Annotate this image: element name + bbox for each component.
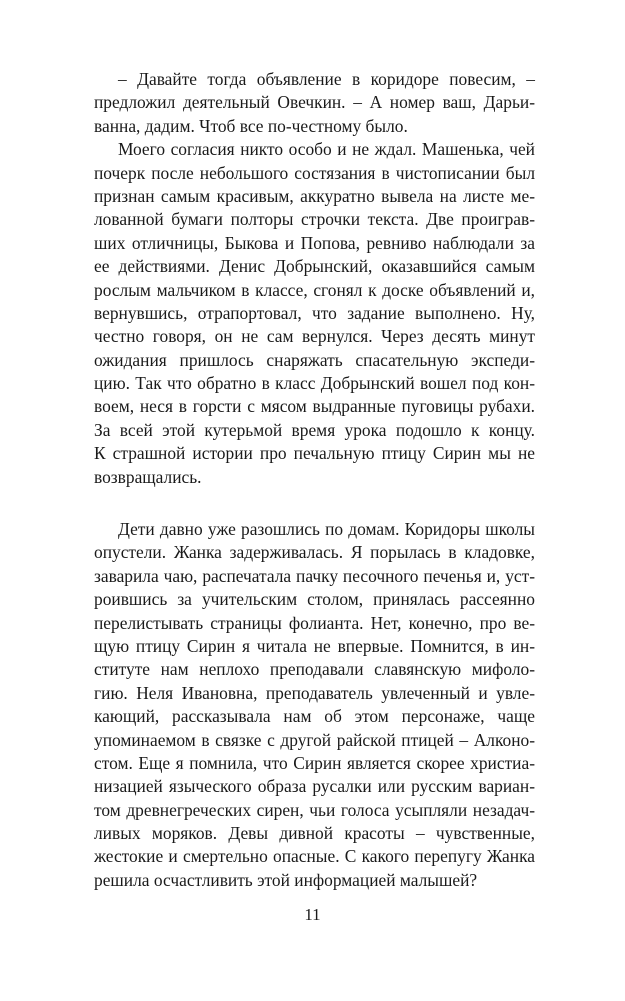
text-line: перелистывать страницы фолианта. Нет, конечно, про ве- — [94, 612, 535, 633]
page-number: 11 — [304, 905, 321, 924]
text-line: гию. Неля Ивановна, преподаватель увлеченный и увле- — [94, 682, 535, 703]
text-line: ванна, дадим. Чтоб все по-честному было. — [94, 115, 408, 136]
text-line: опустели. Жанка задерживалась. Я порылась в кладовке, — [94, 542, 535, 563]
text-line: лованной бумаги полторы строчки текста. Две проиграв- — [94, 209, 535, 230]
text-line: низацией языческого образа русалки или русским вариан- — [94, 776, 535, 797]
text-line: ее действиями. Денис Добрынский, оказавшийся самым — [94, 256, 535, 277]
text-line: роившись за учительским столом, принялась рассеянно — [94, 589, 535, 610]
text-line: вернувшись, отрапортовал, что задание выполнено. Ну, — [94, 302, 535, 323]
text-line: щую птицу Сирин я читала не впервые. Помнится, в ин- — [94, 635, 535, 656]
text-line: воем, неся в горсти с мясом выдранные пуговицы рубахи. — [94, 396, 535, 417]
text-line: ституте нам неплохо преподавали славянскую мифоло- — [94, 659, 535, 680]
text-line: возвращались. — [94, 466, 202, 487]
text-line: – Давайте тогда объявление в коридоре повесим, – — [118, 69, 535, 89]
text-line: Дети давно уже разошлись по домам. Коридоры школы — [118, 519, 535, 539]
text-line: За всей этой кутерьмой время урока подошло к концу. — [94, 419, 535, 440]
text-line: стом. Еще я помнила, что Сирин является скорее христиа- — [94, 752, 535, 773]
text-line: заварила чаю, распечатала пачку песочного печенья и, уст- — [94, 565, 535, 586]
text-line: К страшной истории про печальную птицу Сирин мы не — [94, 443, 535, 464]
text-line: ожидания пришлось снаряжать спасательную экспеди- — [94, 349, 535, 370]
text-line: ливых моряков. Девы дивной красоты – чувственные, — [94, 823, 535, 844]
text-line: предложил деятельный Овечкин. – А номер ваш, Дарьи- — [94, 92, 535, 113]
text-line: рослым мальчиком в классе, сгонял к доске объявлений и, — [94, 279, 535, 300]
text-line: Моего согласия никто особо и не ждал. Машенька, чей — [118, 139, 535, 160]
text-line: жестокие и смертельно опасные. С какого перепугу Жанка — [94, 846, 535, 867]
paragraph-group-reflection — [94, 518, 535, 892]
text-line: честно говоря, он не сам вернулся. Через десять минут — [94, 326, 535, 347]
text-line: решила осчастливить этой информацией малышей? — [94, 869, 478, 890]
text-line: упоминаемом в связке с другой райской птицей – Алконо- — [94, 729, 535, 750]
paragraph-group-dialogue — [94, 68, 535, 489]
text-line: ших отличницы, Быкова и Попова, ревниво наблюдали за — [94, 232, 535, 253]
text-line: кающий, рассказывала нам об этом персонаже, чаще — [94, 706, 535, 727]
text-line: цию. Так что обратно в класс Добрынский вошел под кон- — [94, 373, 535, 394]
text-line: том древнегреческих сирен, чьи голоса усыпляли незадач- — [94, 799, 535, 820]
text-line: признан самым красивым, аккуратно вывела на листе ме- — [94, 185, 535, 206]
text-line: почерк после небольшого состязания в чистописании был — [94, 162, 535, 183]
